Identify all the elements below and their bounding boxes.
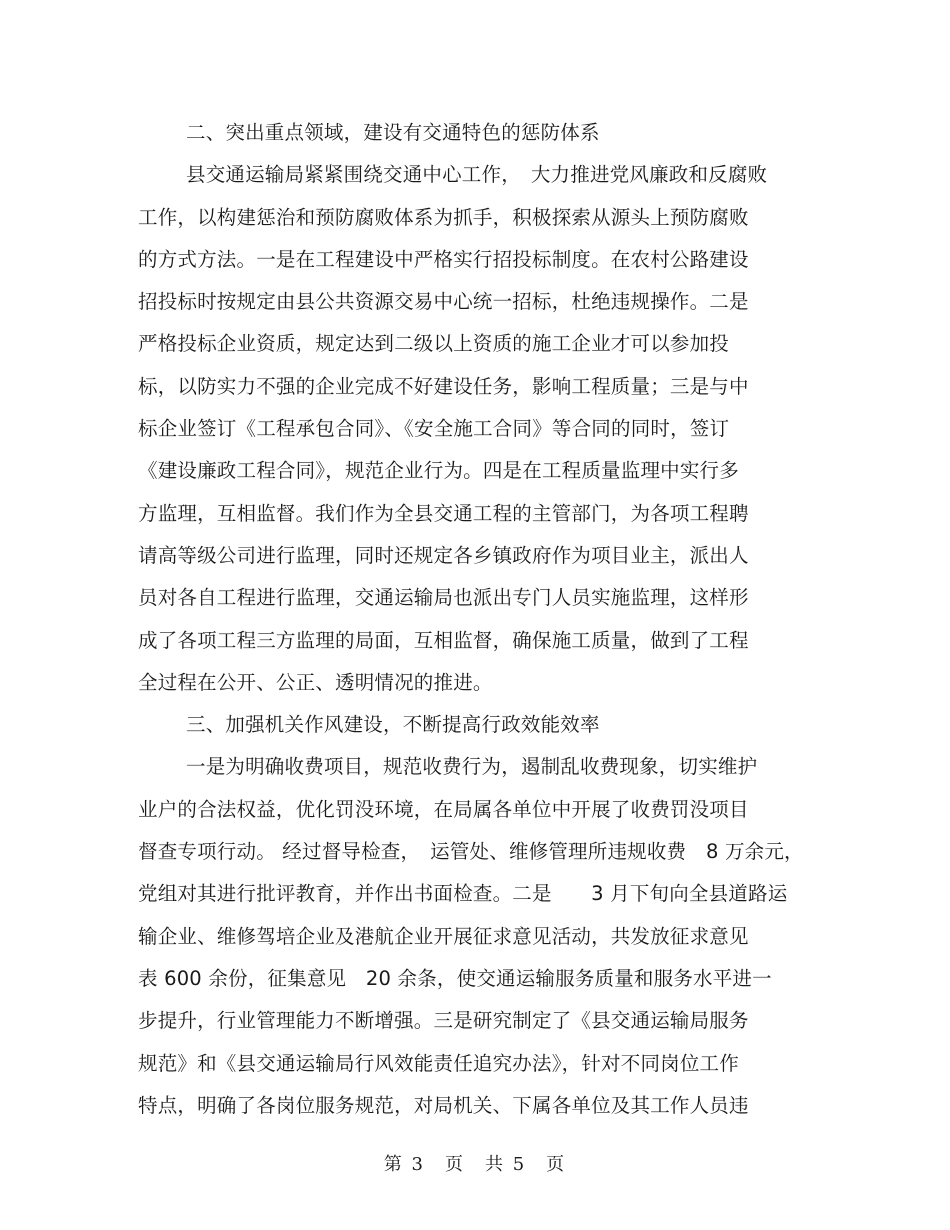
text-line: 严格投标企业资质，规定达到二级以上资质的施工企业才可以参加投 bbox=[138, 332, 730, 356]
text-line: 的方式方法。一是在工程建设中严格实行招投标制度。在农村公路建设 bbox=[138, 247, 749, 271]
text-line: 县交通运输局紧紧围绕交通中心工作， 大力推进党风廉政和反腐败 bbox=[186, 163, 768, 187]
text-line: 《建设廉政工程合同》，规范企业行为。四是在工程质量监理中实行多 bbox=[138, 459, 739, 483]
text-line: 业户的合法权益，优化罚没环境，在局属各单位中开展了收费罚没项目 bbox=[138, 797, 749, 821]
text-line: 员对各自工程进行监理，交通运输局也派出专门人员实施监理，这样形 bbox=[138, 586, 749, 610]
text-line: 输企业、维修驾培企业及港航企业开展征求意见活动，共发放征求意见 bbox=[138, 924, 749, 948]
text-line: 特点，明确了各岗位服务规范，对局机关、下属各单位及其工作人员违 bbox=[138, 1093, 749, 1117]
text-line: 表 600 余份，征集意见 20 余条，使交通运输服务质量和服务水平进一 bbox=[138, 966, 772, 990]
text-line: 方监理，互相监督。我们作为全县交通工程的主管部门，为各项工程聘 bbox=[138, 501, 749, 525]
text-line: 标，以防实力不强的企业完成不好建设任务，影响工程质量；三是与中 bbox=[138, 374, 749, 398]
text-line: 标企业签订《工程承包合同》、《安全施工合同》等合同的同时，签订 bbox=[138, 417, 730, 441]
section-heading-2: 二、突出重点领域，建设有交通特色的惩防体系 bbox=[186, 121, 600, 144]
text-line: 成了各项工程三方监理的局面，互相监督，确保施工质量，做到了工程 bbox=[138, 628, 749, 652]
text-line: 督查专项行动。 经过督导检查， 运管处、维修管理所违规收费 8 万余元， bbox=[138, 840, 804, 864]
text-line: 党组对其进行批评教育，并作出书面检查。二是 3 月下旬向全县道路运 bbox=[138, 882, 788, 906]
text-line: 工作，以构建惩治和预防腐败体系为抓手，积极探索从源头上预防腐败 bbox=[138, 205, 749, 229]
text-line: 全过程在公开、公正、透明情况的推进。 bbox=[138, 670, 493, 694]
body-text bbox=[138, 112, 818, 1127]
section-heading-3: 三、加强机关作风建设，不断提高行政效能效率 bbox=[186, 713, 600, 737]
text-line: 一是为明确收费项目，规范收费行为，遏制乱收费现象，切实维护 bbox=[186, 755, 758, 779]
text-line: 规范》和《县交通运输局行风效能责任追究办法》，针对不同岗位工作 bbox=[138, 1051, 739, 1075]
page-number-footer: 第 3 页 共 5 页 bbox=[383, 1154, 567, 1175]
text-line: 招投标时按规定由县公共资源交易中心统一招标，杜绝违规操作。二是 bbox=[138, 290, 749, 314]
text-line: 步提升，行业管理能力不断增强。三是研究制定了《县交通运输局服务 bbox=[138, 1009, 749, 1033]
text-line: 请高等级公司进行监理，同时还规定各乡镇政府作为项目业主，派出人 bbox=[138, 543, 749, 567]
